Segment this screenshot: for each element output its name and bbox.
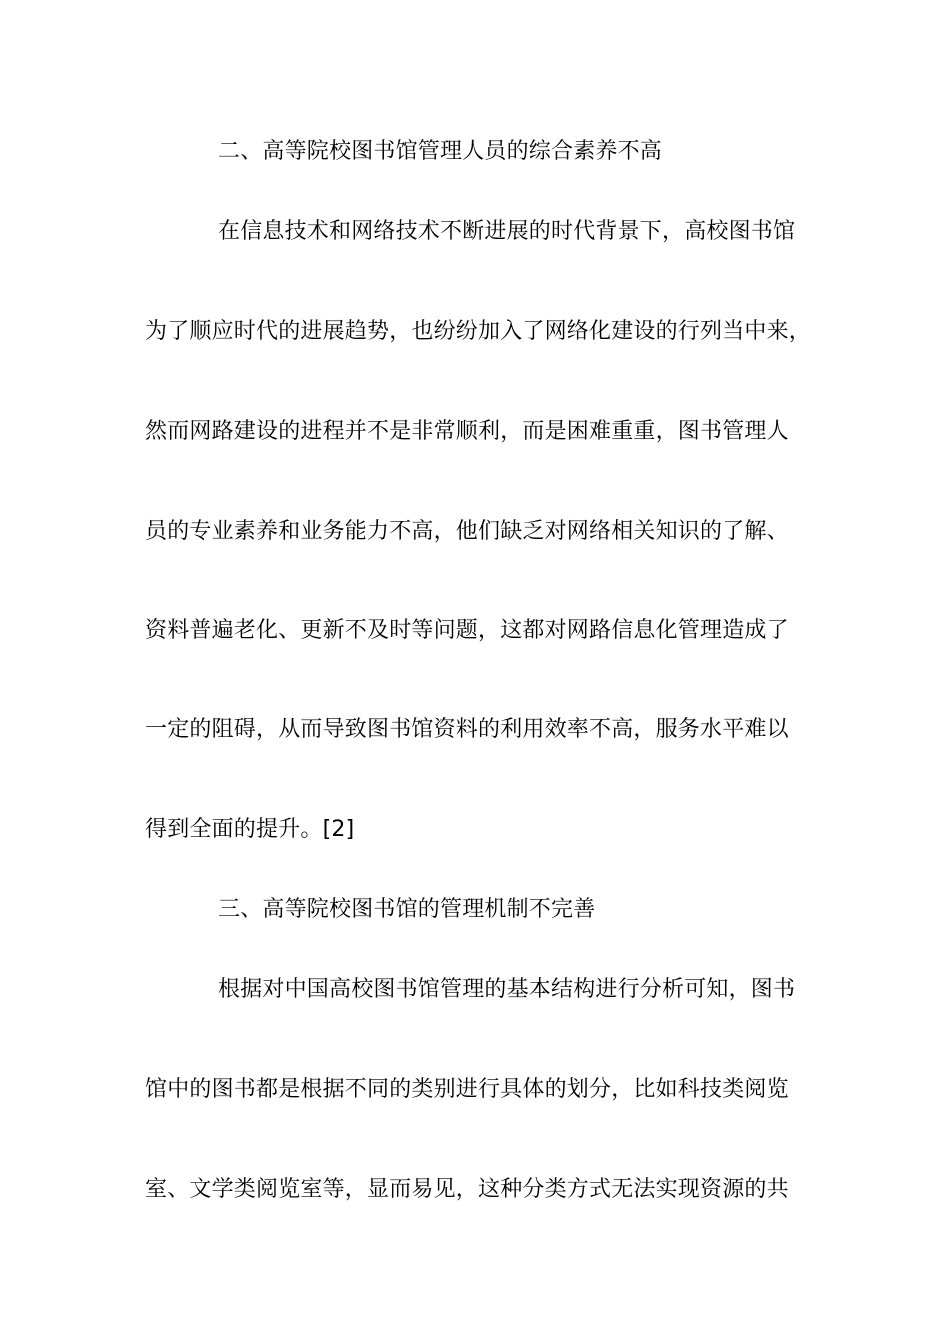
paragraph-line: 为了顺应时代的进展趋势，也纷纷加入了网络化建设的行列当中来， xyxy=(145,319,812,344)
paragraph-line: 得到全面的提升。[2] xyxy=(145,817,355,842)
section-heading-3: 三、高等院校图书馆的管理机制不完善 xyxy=(218,897,596,922)
paragraph-line: 员的专业素养和业务能力不高，他们缺乏对网络相关知识的了解、 xyxy=(145,519,789,544)
paragraph-line: 馆中的图书都是根据不同的类别进行具体的划分，比如科技类阅览 xyxy=(145,1077,789,1102)
paragraph-line: 室、文学类阅览室等，显而易见，这种分类方式无法实现资源的共 xyxy=(145,1177,789,1202)
paragraph-line: 在信息技术和网络技术不断进展的时代背景下，高校图书馆 xyxy=(218,219,796,244)
paragraph-line: 资料普遍老化、更新不及时等问题，这都对网路信息化管理造成了 xyxy=(145,618,789,643)
paragraph-line: 根据对中国高校图书馆管理的基本结构进行分析可知，图书 xyxy=(218,977,796,1002)
paragraph-line: 一定的阻碍，从而导致图书馆资料的利用效率不高，服务水平难以 xyxy=(145,717,789,742)
paragraph-line: 然而网路建设的进程并不是非常顺利，而是困难重重，图书管理人 xyxy=(145,419,789,444)
section-heading-2: 二、高等院校图书馆管理人员的综合素养不高 xyxy=(218,139,663,164)
